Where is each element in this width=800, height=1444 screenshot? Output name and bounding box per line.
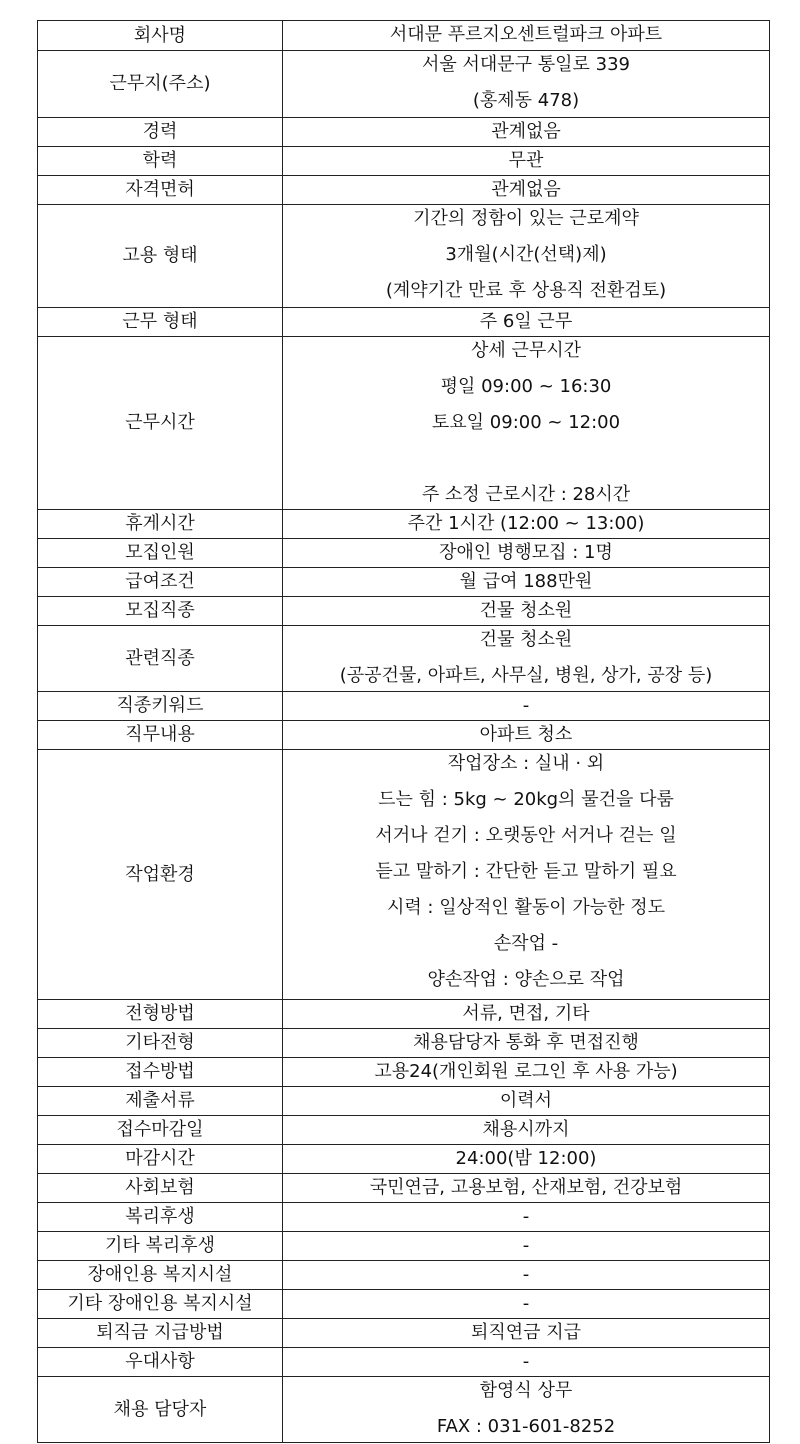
table-row: [38, 1174, 770, 1203]
value-line: 서거나 걷기 : 오랫동안 서거나 걷는 일: [375, 825, 677, 846]
value-line: 상세 근무시간: [470, 340, 582, 361]
value-line: 주 6일 근무: [479, 311, 573, 332]
table-row: [38, 692, 770, 721]
table-row: [38, 205, 770, 308]
table-row: [38, 1290, 770, 1319]
value-line: 주 소정 근로시간 : 28시간: [421, 484, 631, 505]
value-line: -: [522, 1264, 530, 1285]
row-label: 직무내용: [38, 721, 283, 750]
row-value: [283, 1348, 770, 1377]
value-line: 고용24(개인회원 로그인 후 사용 가능): [374, 1061, 678, 1082]
row-value: [283, 510, 770, 539]
row-value: [283, 539, 770, 568]
row-label: 채용 담당자: [38, 1377, 283, 1443]
value-line: 3개월(시간(선택)제): [445, 244, 607, 265]
value-line: 퇴직연금 지급: [470, 1322, 582, 1343]
row-value: [283, 1116, 770, 1145]
row-value: [283, 1203, 770, 1232]
row-value: [283, 626, 770, 692]
row-value: [283, 1029, 770, 1058]
row-label: 관련직종: [38, 626, 283, 692]
row-label: 복리후생: [38, 1203, 283, 1232]
row-value: [283, 1319, 770, 1348]
table-row: [38, 1319, 770, 1348]
row-value: [283, 176, 770, 205]
job-posting-rows: [38, 21, 770, 1443]
value-line: 건물 청소원: [479, 600, 573, 621]
row-label: 우대사항: [38, 1348, 283, 1377]
table-row: [38, 1116, 770, 1145]
row-value: [283, 118, 770, 147]
row-value: [283, 205, 770, 308]
value-line: 기간의 정함이 있는 근로계약: [413, 208, 639, 229]
row-label: 모집인원: [38, 539, 283, 568]
value-line: (홍제동 478): [472, 90, 580, 111]
row-value: [283, 21, 770, 51]
value-line: 관계없음: [491, 179, 561, 200]
value-line: 채용시까지: [482, 1119, 570, 1140]
value-line: 장애인 병행모집 : 1명: [439, 542, 613, 563]
value-line: 월 급여 188만원: [459, 571, 593, 592]
value-line: 건물 청소원: [479, 629, 573, 650]
value-line: 함영식 상무: [479, 1380, 573, 1401]
table-row: [38, 1232, 770, 1261]
value-line: 드는 힘 : 5kg ~ 20kg의 물건을 다룸: [378, 789, 674, 810]
table-row: [38, 1203, 770, 1232]
value-line: 평일 09:00 ~ 16:30: [440, 376, 612, 397]
row-label: 전형방법: [38, 1000, 283, 1029]
row-label: 자격면허: [38, 176, 283, 205]
table-row: [38, 626, 770, 692]
value-line: 24:00(밤 12:00): [455, 1148, 597, 1169]
value-line: 손작업 -: [493, 933, 559, 954]
table-row: [38, 750, 770, 1000]
row-value: [283, 1145, 770, 1174]
row-value: [283, 721, 770, 750]
row-label: 퇴직금 지급방법: [38, 1319, 283, 1348]
value-line: 시력 : 일상적인 활동이 가능한 정도: [386, 897, 666, 918]
row-value: [283, 597, 770, 626]
row-label: 장애인용 복지시설: [38, 1261, 283, 1290]
table-row: [38, 1000, 770, 1029]
table-row: [38, 118, 770, 147]
row-label: 직종키워드: [38, 692, 283, 721]
row-value: [283, 1261, 770, 1290]
value-line: 서대문 푸르지오센트럴파크 아파트: [389, 24, 663, 45]
row-value: [283, 750, 770, 1000]
row-value: [283, 692, 770, 721]
value-line: 국민연금, 고용보험, 산재보험, 건강보험: [369, 1177, 683, 1198]
table-row: [38, 539, 770, 568]
row-label: 모집직종: [38, 597, 283, 626]
row-label: 기타 장애인용 복지시설: [38, 1290, 283, 1319]
row-value: [283, 1290, 770, 1319]
row-label: 학력: [38, 147, 283, 176]
row-label: 작업환경: [38, 750, 283, 1000]
row-value: [283, 308, 770, 337]
value-line: 무관: [508, 150, 544, 171]
row-label: 근무지(주소): [38, 51, 283, 118]
table-row: [38, 1029, 770, 1058]
row-value: [283, 1232, 770, 1261]
value-line: -: [522, 695, 530, 716]
row-value: [283, 568, 770, 597]
table-row: [38, 597, 770, 626]
row-label: 근무 형태: [38, 308, 283, 337]
value-line: 아파트 청소: [479, 724, 573, 745]
table-row: [38, 568, 770, 597]
table-row: [38, 1348, 770, 1377]
table-row: [38, 51, 770, 118]
row-value: [283, 1174, 770, 1203]
value-line: -: [522, 1235, 530, 1256]
row-label: 기타 복리후생: [38, 1232, 283, 1261]
value-line: 양손작업 : 양손으로 작업: [427, 969, 625, 990]
value-line: 서류, 면접, 기타: [462, 1003, 590, 1024]
value-line: 채용담당자 통화 후 면접진행: [413, 1032, 639, 1053]
value-line: 토요일 09:00 ~ 12:00: [431, 412, 621, 433]
row-label: 사회보험: [38, 1174, 283, 1203]
table-row: [38, 176, 770, 205]
row-label: 접수마감일: [38, 1116, 283, 1145]
row-label: 마감시간: [38, 1145, 283, 1174]
table-row: [38, 1145, 770, 1174]
value-line: [283, 445, 769, 481]
row-label: 고용 형태: [38, 205, 283, 308]
value-line: 관계없음: [491, 121, 561, 142]
table-row: [38, 1087, 770, 1116]
table-row: [38, 1058, 770, 1087]
row-value: [283, 1377, 770, 1443]
table-row: [38, 308, 770, 337]
row-value: [283, 1087, 770, 1116]
table-row: [38, 1261, 770, 1290]
value-line: 서울 서대문구 통일로 339: [421, 54, 630, 75]
value-line: FAX : 031-601-8252: [436, 1416, 616, 1437]
value-line: 주간 1시간 (12:00 ~ 13:00): [407, 513, 645, 534]
table-row: [38, 721, 770, 750]
row-label: 접수방법: [38, 1058, 283, 1087]
value-line: 이력서: [499, 1090, 553, 1111]
value-line: -: [522, 1293, 530, 1314]
table-row: [38, 510, 770, 539]
value-line: (계약기간 만료 후 상용직 전환검토): [385, 280, 667, 301]
value-line: 작업장소 : 실내 · 외: [447, 753, 605, 774]
row-label: 휴게시간: [38, 510, 283, 539]
job-posting-table: [37, 20, 770, 1443]
value-line: 듣고 말하기 : 간단한 듣고 말하기 필요: [375, 861, 677, 882]
value-line: (공공건물, 아파트, 사무실, 병원, 상가, 공장 등): [339, 665, 713, 686]
table-row: [38, 1377, 770, 1443]
row-value: [283, 337, 770, 510]
row-label: 급여조건: [38, 568, 283, 597]
table-row: [38, 21, 770, 51]
row-value: [283, 1000, 770, 1029]
row-value: [283, 51, 770, 118]
row-label: 경력: [38, 118, 283, 147]
row-label: 제출서류: [38, 1087, 283, 1116]
row-value: [283, 147, 770, 176]
table-row: [38, 147, 770, 176]
row-label: 근무시간: [38, 337, 283, 510]
row-value: [283, 1058, 770, 1087]
table-row: [38, 337, 770, 510]
value-line: -: [522, 1206, 530, 1227]
row-label: 회사명: [38, 21, 283, 51]
row-label: 기타전형: [38, 1029, 283, 1058]
value-line: -: [522, 1351, 530, 1372]
